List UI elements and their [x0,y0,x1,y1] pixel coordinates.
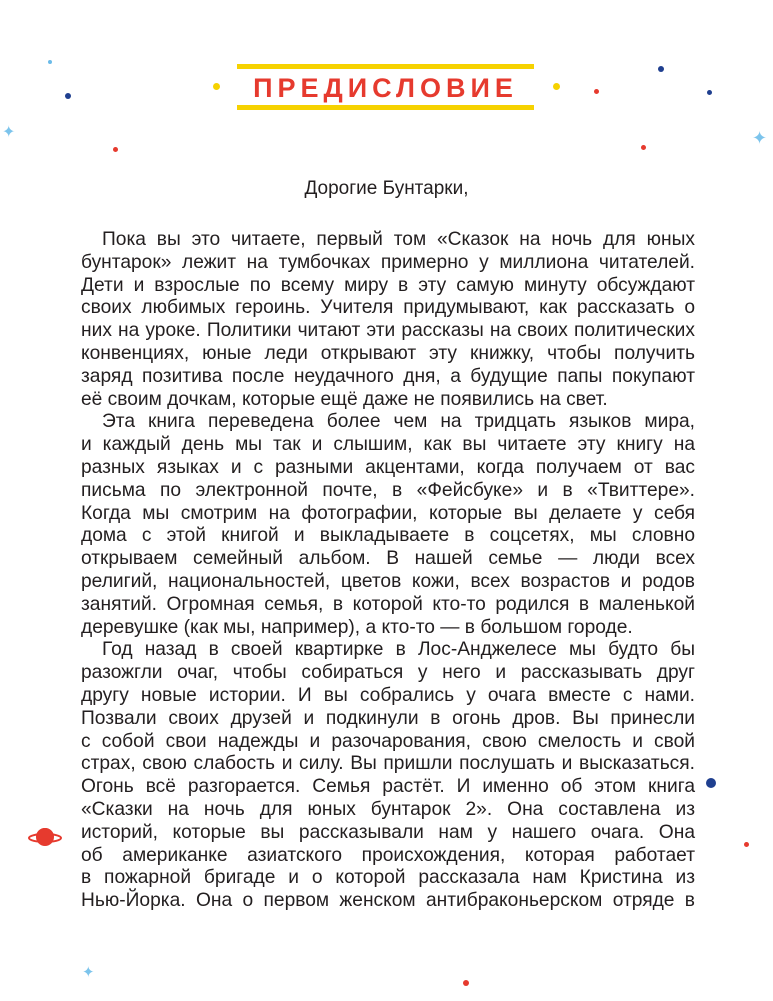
text-line: Позвали своих друзей и подкинули в огонь дров. Вы принесли [81,707,695,729]
text-line: и каждый день мы так и слышим, как вы читаете эту книгу на [81,434,695,456]
text-line: заряд позитива после неудачного дня, а будущие папы покупают [81,365,695,387]
red-dot-icon [744,842,749,847]
page-title: ПРЕДИСЛОВИЕ [253,73,518,103]
text-line: другу новые истории. И вы собрались у очага вместе с нами. [81,684,695,706]
text-line: с собой свои надежды и разочарования, свою смелость и свой [81,730,695,752]
text-line: своих любимых героинь. Учителя придумывают, как рассказать о [81,297,695,319]
text-line: разожгли очаг, чтобы собираться у него и рассказывать друг [81,662,695,684]
red-dot-icon [594,89,599,94]
text-line: них на уроке. Политики читают эти рассказы на своих политических [81,320,695,342]
text-line: дома с этой книгой и выкладываете в соцсетях, мы словно [81,525,695,547]
text-line: разных языках и с разными акцентами, когда получаем от вас [81,456,695,478]
star-icon: ✦ [2,124,16,141]
red-dot-icon [463,980,469,986]
text-line: бунтарок» лежит на тумбочках примерно у миллиона читателей. [81,251,695,273]
title-left-dot-icon [213,83,220,90]
text-line: историй, которые вы рассказывали нам у нашего очага. Она [81,821,695,843]
text-line: её своим дочкам, которые ещё даже не появились на свет. [81,388,608,410]
navy-dot-icon [65,93,71,99]
text-line: религий, национальностей, цветов кожи, всех возрастов и родов [81,570,695,592]
text-line: Год назад в своей квартирке в Лос-Анджелесе мы будто бы [102,639,695,661]
text-line: письма по электронной почте, в «Фейсбуке» и в «Твиттере». [81,479,695,501]
star-icon: ✦ [82,964,95,981]
text-line: Огонь всё разгорается. Семья растёт. И именно об этом книга [81,776,695,798]
navy-dot-icon [658,66,664,72]
text-line: в пожарной бригаде и о которой рассказала нам Кристина из [81,867,695,889]
letter-body [81,229,695,913]
text-line: открываем семейный альбом. В нашей семье — люди всех [81,548,695,570]
text-line: конвенциях, юные леди открывают эту книжку, чтобы получить [81,342,695,364]
red-dot-icon [113,147,118,152]
text-line: Пока вы это читаете, первый том «Сказок на ночь для юных [102,229,695,250]
blue-dot-icon [48,60,52,64]
title-bottom-bar [237,105,534,110]
navy-dot-icon [707,90,712,95]
text-line: Эта книга переведена более чем на тридцать языков мира, [102,411,695,433]
text-line: Нью-Йорка. Она о первом женском антибраконьерском отряде в [81,890,695,912]
text-line: Когда мы смотрим на фотографии, которые вы делаете у себя [81,502,695,524]
navy-dot-icon [706,778,716,788]
star-icon: ✦ [752,128,768,148]
planet-icon [28,824,62,850]
text-line: об американке азиатского происхождения, которая работает [81,844,695,866]
text-line: страх, свою слабость и силу. Вы пришли послушать и высказаться. [81,753,695,775]
text-line: Дети и взрослые по всему миру в эту самую минуту обсуждают [81,274,695,296]
title-right-dot-icon [553,83,560,90]
text-line: деревушке (как мы, например), а кто-то — в большом городе. [81,616,633,638]
text-line: занятий. Огромная семья, в которой кто-то родился в маленькой [81,593,695,615]
letter-greeting: Дорогие Бунтарки, [304,178,469,199]
title-banner [237,64,534,112]
red-dot-icon [641,145,646,150]
text-line: «Сказки на ночь для юных бунтарок 2». Она составлена из [81,798,695,820]
title-top-bar [237,64,534,69]
